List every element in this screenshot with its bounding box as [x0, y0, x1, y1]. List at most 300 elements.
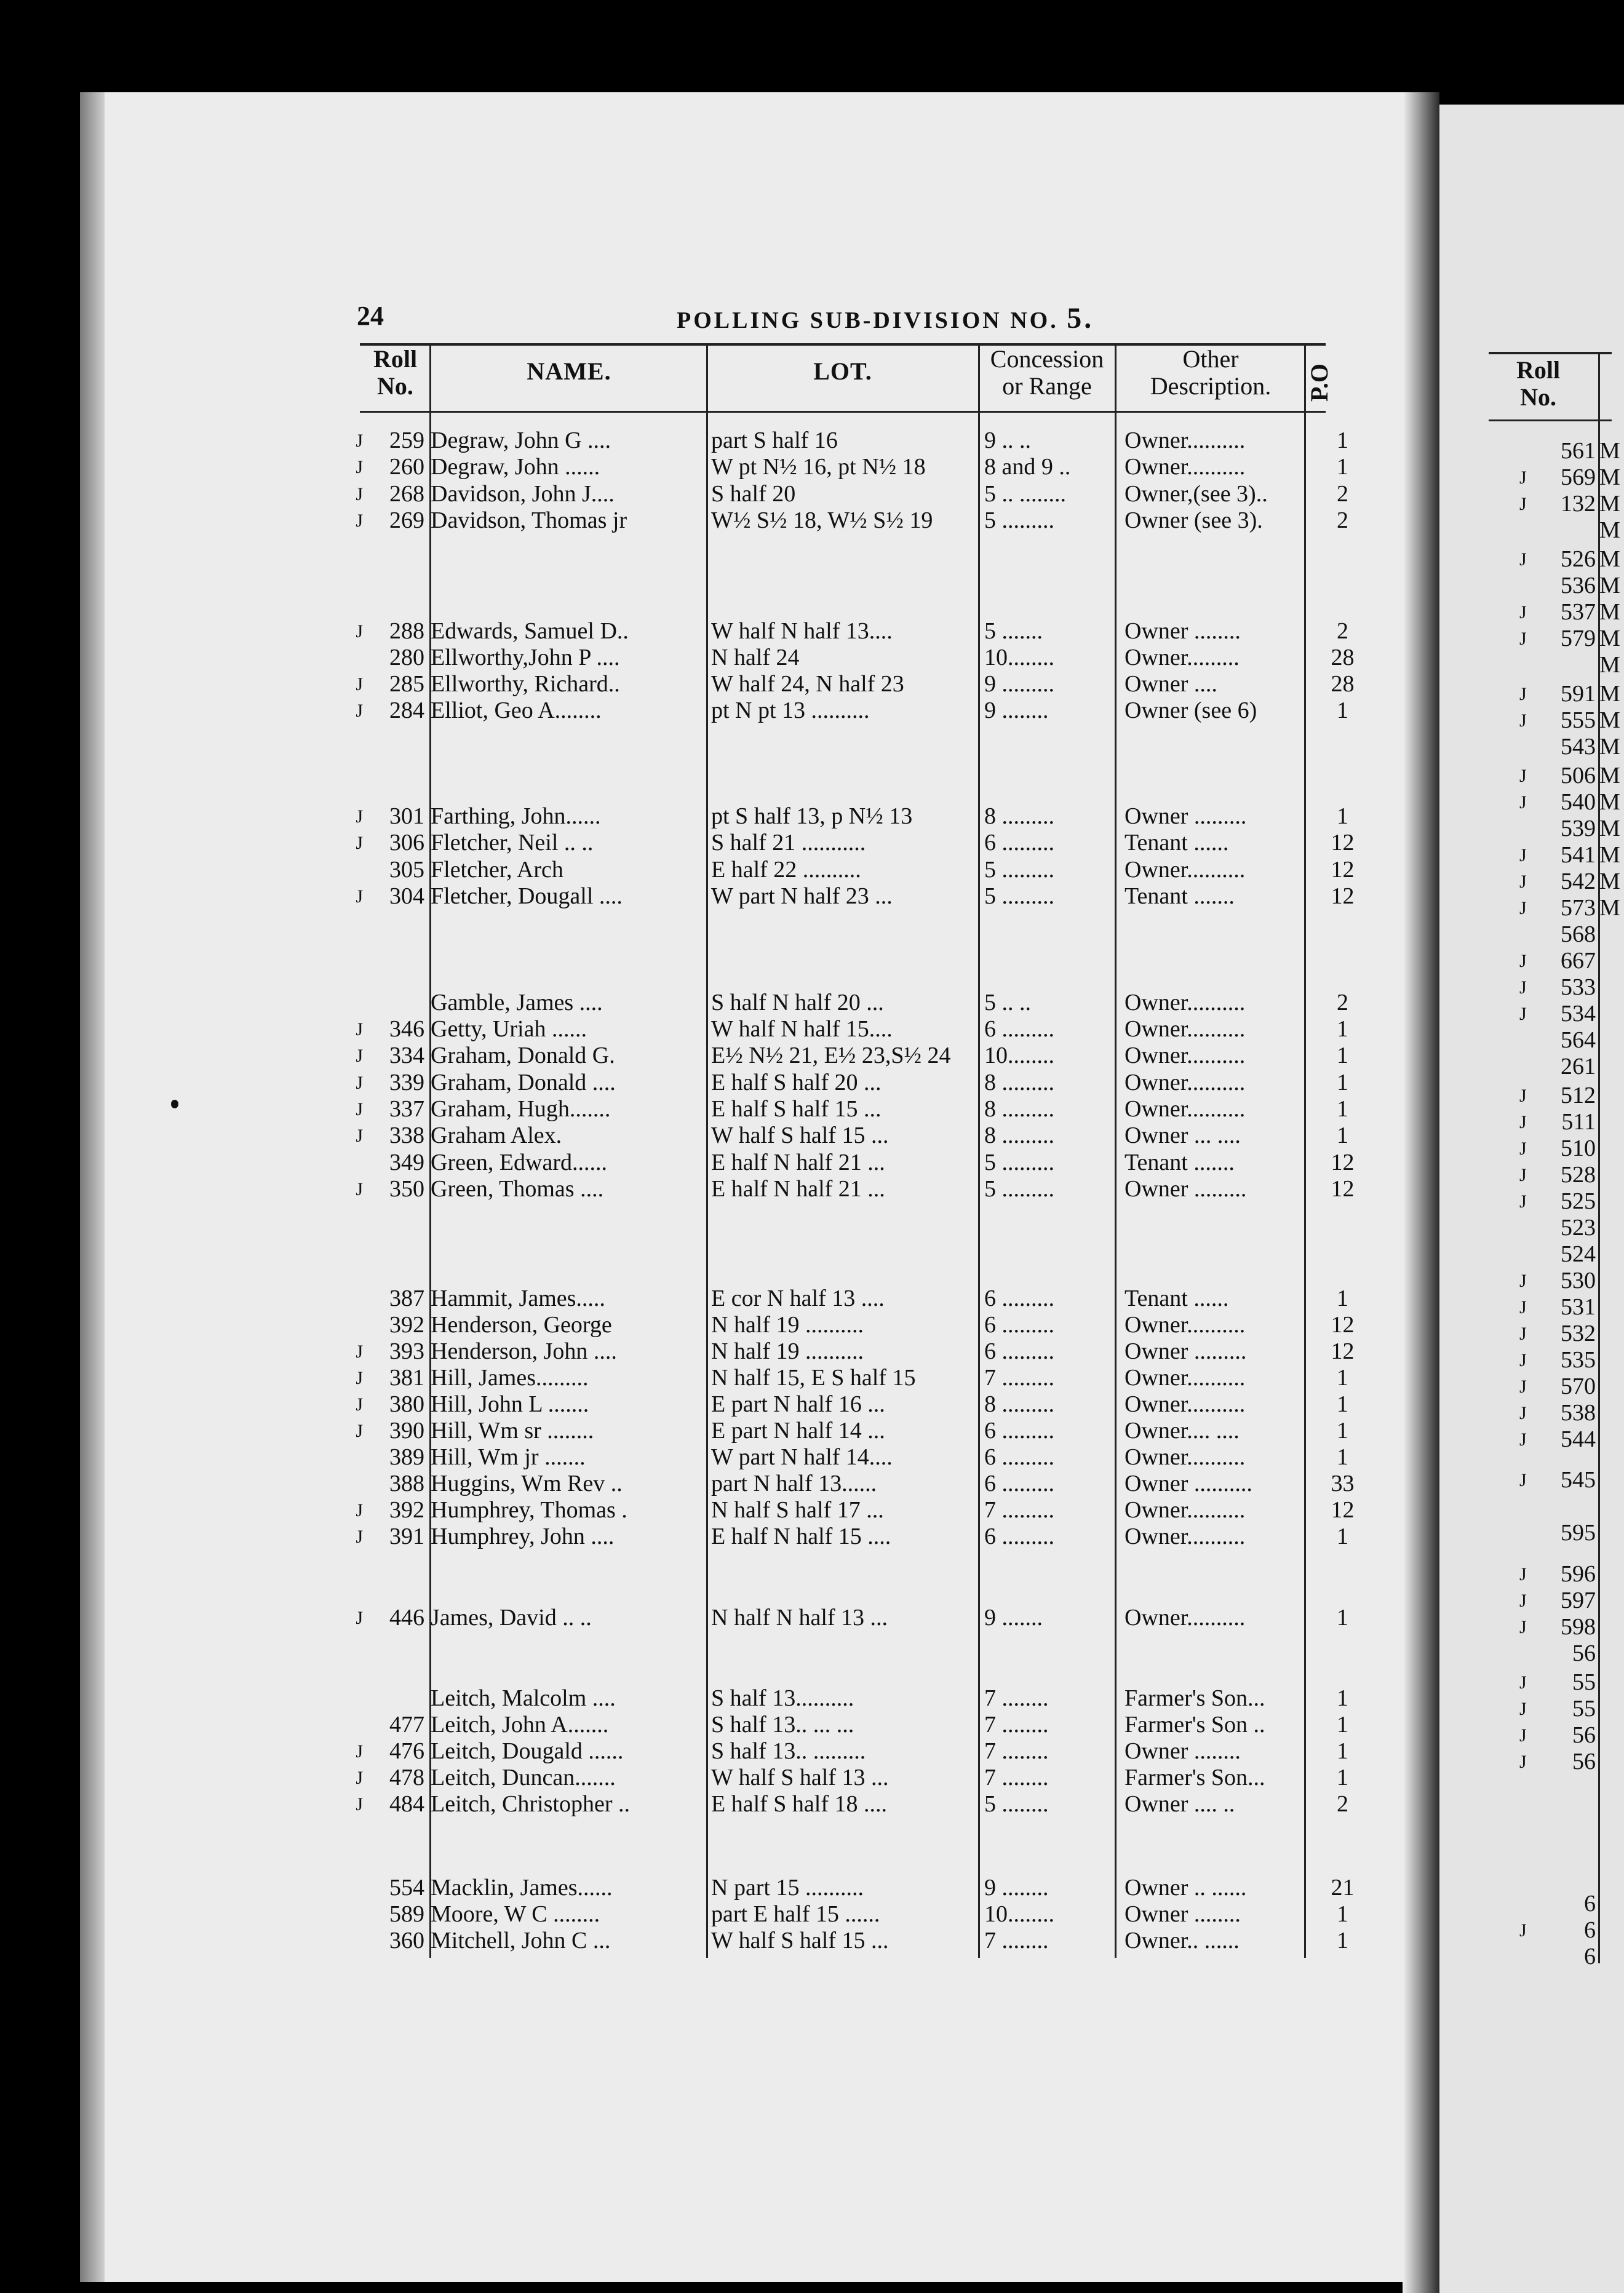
lot-description: N half N half 13 ... — [711, 1605, 888, 1631]
roll-number: 337 — [389, 1096, 424, 1122]
juror-mark: J — [356, 511, 363, 531]
table-row — [332, 1286, 1378, 1312]
roll-number: 511 — [1561, 1109, 1596, 1135]
concession: 5 ......... — [984, 1176, 1054, 1202]
lot-description: S half 13.......... — [711, 1685, 854, 1711]
voter-name: Green, Thomas .... — [431, 1176, 604, 1202]
lot-description: E cor N half 13 .... — [711, 1286, 885, 1311]
juror-mark: J — [1519, 1271, 1527, 1291]
post-office-number: 1 — [1337, 1286, 1348, 1311]
other-description: Owner.......... — [1124, 1391, 1246, 1417]
juror-mark: J — [356, 1768, 363, 1788]
other-description: Owner.......... — [1124, 1524, 1246, 1549]
post-office-number: 1 — [1337, 1928, 1348, 1953]
post-office-number: 12 — [1331, 1176, 1355, 1202]
voter-name: Elliot, Geo A........ — [431, 697, 602, 723]
table-row — [332, 618, 1378, 645]
other-description: Owner.......... — [1124, 1070, 1246, 1095]
concession: 6 ......... — [984, 1338, 1054, 1364]
post-office-number: 1 — [1337, 1685, 1348, 1711]
lot-description: N half 15, E S half 15 — [711, 1365, 916, 1391]
roll-number: 537 — [1561, 599, 1596, 625]
roll-number: 305 — [389, 857, 424, 883]
juror-mark: J — [1519, 494, 1527, 514]
roll-number: 510 — [1561, 1135, 1596, 1161]
voter-name: Degraw, John ...... — [431, 454, 600, 480]
juror-mark: J — [1519, 1429, 1527, 1450]
table-row — [332, 454, 1378, 480]
ink-spot — [171, 1100, 178, 1108]
roll-number: 261 — [1561, 1054, 1596, 1079]
running-head-text: POLLING SUB-DIVISION NO. — [677, 308, 1059, 333]
juror-mark: J — [1519, 1752, 1527, 1772]
juror-mark: J — [1519, 951, 1527, 971]
voter-name: Graham, Hugh....... — [431, 1096, 611, 1122]
name-initial: M — [1599, 517, 1620, 543]
juror-mark: J — [356, 1126, 363, 1146]
concession: 9 .. .. — [984, 427, 1031, 453]
post-office-number: 2 — [1337, 990, 1348, 1015]
concession: 7 ........ — [984, 1738, 1049, 1764]
lot-description: E half 22 .......... — [711, 857, 861, 883]
juror-mark: J — [356, 431, 363, 451]
juror-mark: J — [1519, 467, 1527, 488]
other-description: Owner.......... — [1124, 1497, 1246, 1523]
concession: 6 ......... — [984, 1312, 1054, 1338]
voter-name: Ellworthy,John P .... — [431, 645, 620, 670]
voter-name: Macklin, James...... — [431, 1875, 613, 1901]
table-row — [332, 1875, 1378, 1901]
facing-row — [1519, 921, 1612, 948]
table-row — [332, 1928, 1378, 1954]
juror-mark: J — [356, 1421, 363, 1441]
other-description: Owner.......... — [1124, 1312, 1246, 1338]
juror-mark: J — [1519, 1004, 1527, 1024]
concession: 6 ......... — [984, 1016, 1054, 1042]
concession: 6 ......... — [984, 1444, 1054, 1470]
other-description: Farmer's Son... — [1124, 1765, 1265, 1790]
facing-row — [1519, 948, 1612, 974]
lot-description: W half S half 13 ... — [711, 1765, 889, 1790]
lot-description: S half 20 — [711, 481, 796, 507]
voter-name: Hill, John L ....... — [431, 1391, 589, 1417]
other-description: Owner (see 3). — [1124, 507, 1263, 533]
lot-description: part S half 16 — [711, 427, 838, 453]
voter-name: Davidson, Thomas jr — [431, 507, 627, 533]
name-initial: M — [1599, 816, 1620, 841]
lot-description: W half N half 13.... — [711, 618, 893, 644]
table-row — [332, 857, 1378, 883]
name-initial: M — [1599, 464, 1620, 490]
voter-name: Henderson, George — [431, 1312, 612, 1338]
roll-number: 55 — [1572, 1669, 1596, 1695]
lot-description: E half S half 18 .... — [711, 1791, 888, 1817]
lot-description: W part N half 14.... — [711, 1444, 893, 1470]
table-row — [332, 1312, 1378, 1338]
juror-mark: J — [1519, 1672, 1527, 1693]
roll-number: 484 — [389, 1791, 424, 1817]
juror-mark: J — [1519, 1139, 1527, 1159]
voter-name: Moore, W C ........ — [431, 1901, 600, 1927]
voter-name: Farthing, John...... — [431, 803, 601, 829]
voter-name: Henderson, John .... — [431, 1338, 617, 1364]
other-description: Owner ......... — [1124, 803, 1247, 829]
concession: 5 .. .. — [984, 990, 1031, 1015]
table-row — [332, 1043, 1378, 1069]
facing-row — [1519, 1135, 1612, 1162]
post-office-number: 12 — [1331, 1312, 1355, 1338]
facing-row — [1519, 1321, 1612, 1347]
concession: 10........ — [984, 1901, 1054, 1927]
table-row — [332, 1070, 1378, 1096]
roll-number: 6 — [1584, 1917, 1596, 1943]
juror-mark: J — [356, 806, 363, 827]
roll-number: 525 — [1561, 1188, 1596, 1214]
table-row — [332, 1901, 1378, 1928]
post-office-number: 2 — [1337, 481, 1348, 507]
roll-number: 564 — [1561, 1027, 1596, 1053]
other-description: Tenant ...... — [1124, 1286, 1229, 1311]
post-office-number: 12 — [1331, 883, 1355, 909]
other-description: Owner ........ — [1124, 1901, 1241, 1927]
other-description: Owner ......... — [1124, 1338, 1247, 1364]
table-row — [332, 803, 1378, 830]
other-description: Owner .......... — [1124, 1471, 1252, 1496]
roll-number: 446 — [389, 1605, 424, 1631]
juror-mark: J — [356, 621, 363, 642]
concession: 7 ........ — [984, 1928, 1049, 1953]
lot-description: E½ N½ 21, E½ 23,S½ 24 — [711, 1043, 951, 1068]
table-row — [332, 1338, 1378, 1365]
roll-number: 55 — [1572, 1696, 1596, 1722]
juror-mark: J — [356, 1741, 363, 1762]
facing-row — [1519, 734, 1620, 760]
post-office-number: 28 — [1331, 671, 1355, 697]
juror-mark: J — [1519, 1086, 1527, 1106]
other-description: Owner.......... — [1124, 1043, 1246, 1068]
roll-number: 667 — [1561, 948, 1596, 974]
facing-row — [1519, 1696, 1612, 1722]
juror-mark: J — [1519, 1470, 1527, 1490]
juror-mark: J — [356, 1341, 363, 1362]
juror-mark: J — [1519, 898, 1527, 918]
lot-description: E half N half 21 ... — [711, 1150, 885, 1175]
roll-number: 568 — [1561, 921, 1596, 947]
concession: 10........ — [984, 645, 1054, 670]
table-row — [332, 1418, 1378, 1444]
other-description: Owner ... .... — [1124, 1123, 1241, 1148]
concession: 6 ......... — [984, 1286, 1054, 1311]
name-initial: M — [1599, 626, 1620, 651]
roll-number: 259 — [389, 427, 424, 453]
table-row — [332, 427, 1378, 454]
voter-name: Degraw, John G .... — [431, 427, 611, 453]
voter-name: Leitch, Malcolm .... — [431, 1685, 616, 1711]
facing-row — [1519, 763, 1620, 789]
concession: 7 ......... — [984, 1365, 1054, 1391]
roll-number: 387 — [389, 1286, 424, 1311]
facing-row — [1519, 1669, 1612, 1696]
roll-number: 523 — [1561, 1215, 1596, 1241]
facing-row — [1519, 1944, 1612, 1970]
other-description: Owner.... .... — [1124, 1418, 1240, 1444]
juror-mark: J — [1519, 1324, 1527, 1344]
concession: 9 ........ — [984, 1875, 1049, 1901]
book-gutter — [1403, 92, 1439, 2293]
table-row — [332, 1365, 1378, 1391]
roll-number: 284 — [389, 697, 424, 723]
header-lot: LOT. — [813, 357, 872, 385]
voter-name: Mitchell, John C ... — [431, 1928, 611, 1953]
other-description: Owner......... — [1124, 645, 1240, 670]
other-description: Tenant ....... — [1124, 1150, 1235, 1175]
voter-name: Hammit, James..... — [431, 1286, 605, 1311]
post-office-number: 1 — [1337, 427, 1348, 453]
facing-row — [1519, 438, 1620, 464]
other-description: Tenant ....... — [1124, 883, 1235, 909]
other-description: Farmer's Son .. — [1124, 1712, 1265, 1738]
lot-description: N half 24 — [711, 645, 800, 670]
other-description: Owner ........ — [1124, 618, 1241, 644]
post-office-number: 1 — [1337, 1765, 1348, 1790]
other-description: Owner .... .. — [1124, 1791, 1235, 1817]
facing-row — [1519, 517, 1620, 544]
roll-number: 393 — [389, 1338, 424, 1364]
juror-mark: J — [356, 1394, 363, 1415]
roll-number: 524 — [1561, 1241, 1596, 1267]
table-row — [332, 645, 1378, 671]
other-description: Owner.......... — [1124, 990, 1246, 1015]
lot-description: E half S half 20 ... — [711, 1070, 882, 1095]
table-row — [332, 1605, 1378, 1631]
juror-mark: J — [1519, 1297, 1527, 1317]
roll-number: 388 — [389, 1471, 424, 1496]
roll-number: 536 — [1561, 573, 1596, 598]
facing-row — [1519, 1588, 1612, 1614]
name-initial: M — [1599, 842, 1620, 868]
concession: 10........ — [984, 1043, 1054, 1068]
concession: 7 ......... — [984, 1497, 1054, 1523]
post-office-number: 2 — [1337, 507, 1348, 533]
voter-name: Fletcher, Arch — [431, 857, 563, 883]
juror-mark: J — [1519, 684, 1527, 704]
page-edge — [80, 92, 105, 2282]
lot-description: W half N half 15.... — [711, 1016, 893, 1042]
lot-description: E half N half 15 .... — [711, 1524, 891, 1549]
name-initial: M — [1599, 573, 1620, 598]
table-row — [332, 1471, 1378, 1497]
roll-number: 545 — [1561, 1467, 1596, 1493]
name-initial: M — [1599, 789, 1620, 815]
roll-number: 304 — [389, 883, 424, 909]
facing-row — [1519, 974, 1612, 1001]
facing-row — [1519, 1054, 1612, 1080]
voter-name: Fletcher, Dougall .... — [431, 883, 623, 909]
facing-row — [1519, 1640, 1612, 1667]
table-row — [332, 1016, 1378, 1043]
table-row — [332, 507, 1378, 534]
juror-mark: J — [1519, 872, 1527, 892]
lot-description: part E half 15 ...... — [711, 1901, 880, 1927]
name-initial: M — [1599, 868, 1620, 894]
table-row — [332, 1765, 1378, 1791]
roll-number: 542 — [1561, 868, 1596, 894]
facing-row — [1519, 707, 1620, 734]
roll-number: 285 — [389, 671, 424, 697]
roll-number: 595 — [1561, 1520, 1596, 1546]
roll-number: 334 — [389, 1043, 424, 1068]
roll-number: 573 — [1561, 895, 1596, 921]
post-office-number: 1 — [1337, 1070, 1348, 1095]
roll-number: 589 — [389, 1901, 424, 1927]
roll-number: 269 — [389, 507, 424, 533]
other-description: Owner.......... — [1124, 1605, 1246, 1631]
concession: 6 ......... — [984, 1471, 1054, 1496]
roll-number: 506 — [1561, 763, 1596, 789]
facing-row — [1519, 1347, 1612, 1373]
facing-row — [1519, 1722, 1612, 1749]
roll-number: 478 — [389, 1765, 424, 1790]
juror-mark: J — [1519, 629, 1527, 649]
post-office-number: 1 — [1337, 1123, 1348, 1148]
roll-number: 570 — [1561, 1373, 1596, 1399]
other-description: Owner.......... — [1124, 1096, 1246, 1122]
lot-description: W half S half 15 ... — [711, 1928, 889, 1953]
header-po: P.O — [1305, 364, 1333, 402]
post-office-number: 1 — [1337, 454, 1348, 480]
concession: 9 ......... — [984, 671, 1054, 697]
juror-mark: J — [356, 674, 363, 694]
facing-row — [1519, 1891, 1612, 1917]
concession: 5 ........ — [984, 1791, 1049, 1817]
table-row — [332, 1123, 1378, 1149]
roll-number: 338 — [389, 1123, 424, 1148]
lot-description: S half 13.. ... ... — [711, 1712, 854, 1738]
juror-mark: J — [1519, 1165, 1527, 1185]
concession: 8 ......... — [984, 1123, 1054, 1148]
lot-description: W half S half 15 ... — [711, 1123, 889, 1148]
running-head — [677, 301, 1094, 335]
facing-header-roll: Roll No. — [1516, 356, 1561, 411]
facing-row — [1519, 842, 1620, 868]
concession: 8 and 9 .. — [984, 454, 1071, 480]
roll-number: 56 — [1572, 1722, 1596, 1748]
lot-description: W½ S½ 18, W½ S½ 19 — [711, 507, 933, 533]
roll-number: 392 — [389, 1312, 424, 1338]
voter-name: Edwards, Samuel D.. — [431, 618, 629, 644]
lot-description: W part N half 23 ... — [711, 883, 893, 909]
juror-mark: J — [1519, 1591, 1527, 1611]
roll-number: 360 — [389, 1928, 424, 1953]
post-office-number: 2 — [1337, 618, 1348, 644]
other-description: Owner.......... — [1124, 1365, 1246, 1391]
voter-name: Graham Alex. — [431, 1123, 562, 1148]
juror-mark: J — [1519, 792, 1527, 813]
post-office-number: 1 — [1337, 697, 1348, 723]
post-office-number: 12 — [1331, 1497, 1355, 1523]
header-bottom-rule — [360, 411, 1326, 413]
roll-number: 56 — [1572, 1749, 1596, 1774]
roll-number: 534 — [1561, 1001, 1596, 1027]
concession: 5 .. ........ — [984, 481, 1066, 507]
table-row — [332, 481, 1378, 507]
roll-number: 540 — [1561, 789, 1596, 815]
other-description: Owner (see 6) — [1124, 697, 1257, 723]
lot-description: W pt N½ 16, pt N½ 18 — [711, 454, 926, 480]
other-description: Owner.......... — [1124, 454, 1246, 480]
facing-row — [1519, 789, 1620, 816]
juror-mark: J — [356, 1179, 363, 1199]
juror-mark: J — [356, 1368, 363, 1388]
other-description: Owner .... — [1124, 671, 1217, 697]
post-office-number: 1 — [1337, 1524, 1348, 1549]
juror-mark: J — [1519, 1403, 1527, 1423]
juror-mark: J — [1519, 766, 1527, 786]
voter-name: Humphrey, John .... — [431, 1524, 615, 1549]
other-description: Owner ........ — [1124, 1738, 1241, 1764]
voter-name: Ellworthy, Richard.. — [431, 671, 620, 697]
juror-mark: J — [356, 457, 363, 477]
facing-row — [1519, 1561, 1612, 1588]
lot-description: S half 21 ........... — [711, 830, 866, 856]
juror-mark: J — [1519, 602, 1527, 622]
roll-number: 56 — [1572, 1640, 1596, 1666]
post-office-number: 21 — [1331, 1875, 1355, 1901]
juror-mark: J — [356, 1608, 363, 1628]
lot-description: E part N half 16 ... — [711, 1391, 885, 1417]
voter-name: Davidson, John J.... — [431, 481, 615, 507]
roll-number: 597 — [1561, 1588, 1596, 1613]
facing-row — [1519, 464, 1620, 491]
lot-description: pt S half 13, p N½ 13 — [711, 803, 913, 829]
roll-number: 569 — [1561, 464, 1596, 490]
facing-row — [1519, 1027, 1612, 1054]
juror-mark: J — [1519, 1725, 1527, 1746]
juror-mark: J — [356, 701, 363, 721]
facing-header-rule — [1489, 419, 1612, 421]
concession: 6 ......... — [984, 1524, 1054, 1549]
post-office-number: 28 — [1331, 645, 1355, 670]
facing-row — [1519, 681, 1620, 707]
name-initial: M — [1599, 707, 1620, 733]
concession: 5 ......... — [984, 857, 1054, 883]
facing-row — [1519, 491, 1620, 517]
lot-description: S half 13.. ......... — [711, 1738, 866, 1764]
juror-mark: J — [356, 484, 363, 504]
lot-description: N part 15 .......... — [711, 1875, 864, 1901]
juror-mark: J — [356, 886, 363, 907]
other-description: Owner.. ...... — [1124, 1928, 1240, 1953]
facing-row — [1519, 1400, 1612, 1426]
name-initial: M — [1599, 546, 1620, 572]
other-description: Owner ......... — [1124, 1176, 1247, 1202]
table-row — [332, 1444, 1378, 1471]
concession: 5 ......... — [984, 1150, 1054, 1175]
concession: 8 ......... — [984, 1391, 1054, 1417]
post-office-number: 1 — [1337, 1096, 1348, 1122]
facing-row — [1519, 1373, 1612, 1400]
voter-name: Leitch, Duncan....... — [431, 1765, 616, 1790]
concession: 8 ......... — [984, 1070, 1054, 1095]
facing-row — [1519, 1162, 1612, 1188]
juror-mark: J — [1519, 710, 1527, 731]
name-initial: M — [1599, 438, 1620, 464]
facing-row — [1519, 1467, 1612, 1493]
roll-number: 268 — [389, 481, 424, 507]
lot-description: E half S half 15 ... — [711, 1096, 882, 1122]
juror-mark: J — [1519, 1191, 1527, 1212]
name-initial: M — [1599, 895, 1620, 921]
